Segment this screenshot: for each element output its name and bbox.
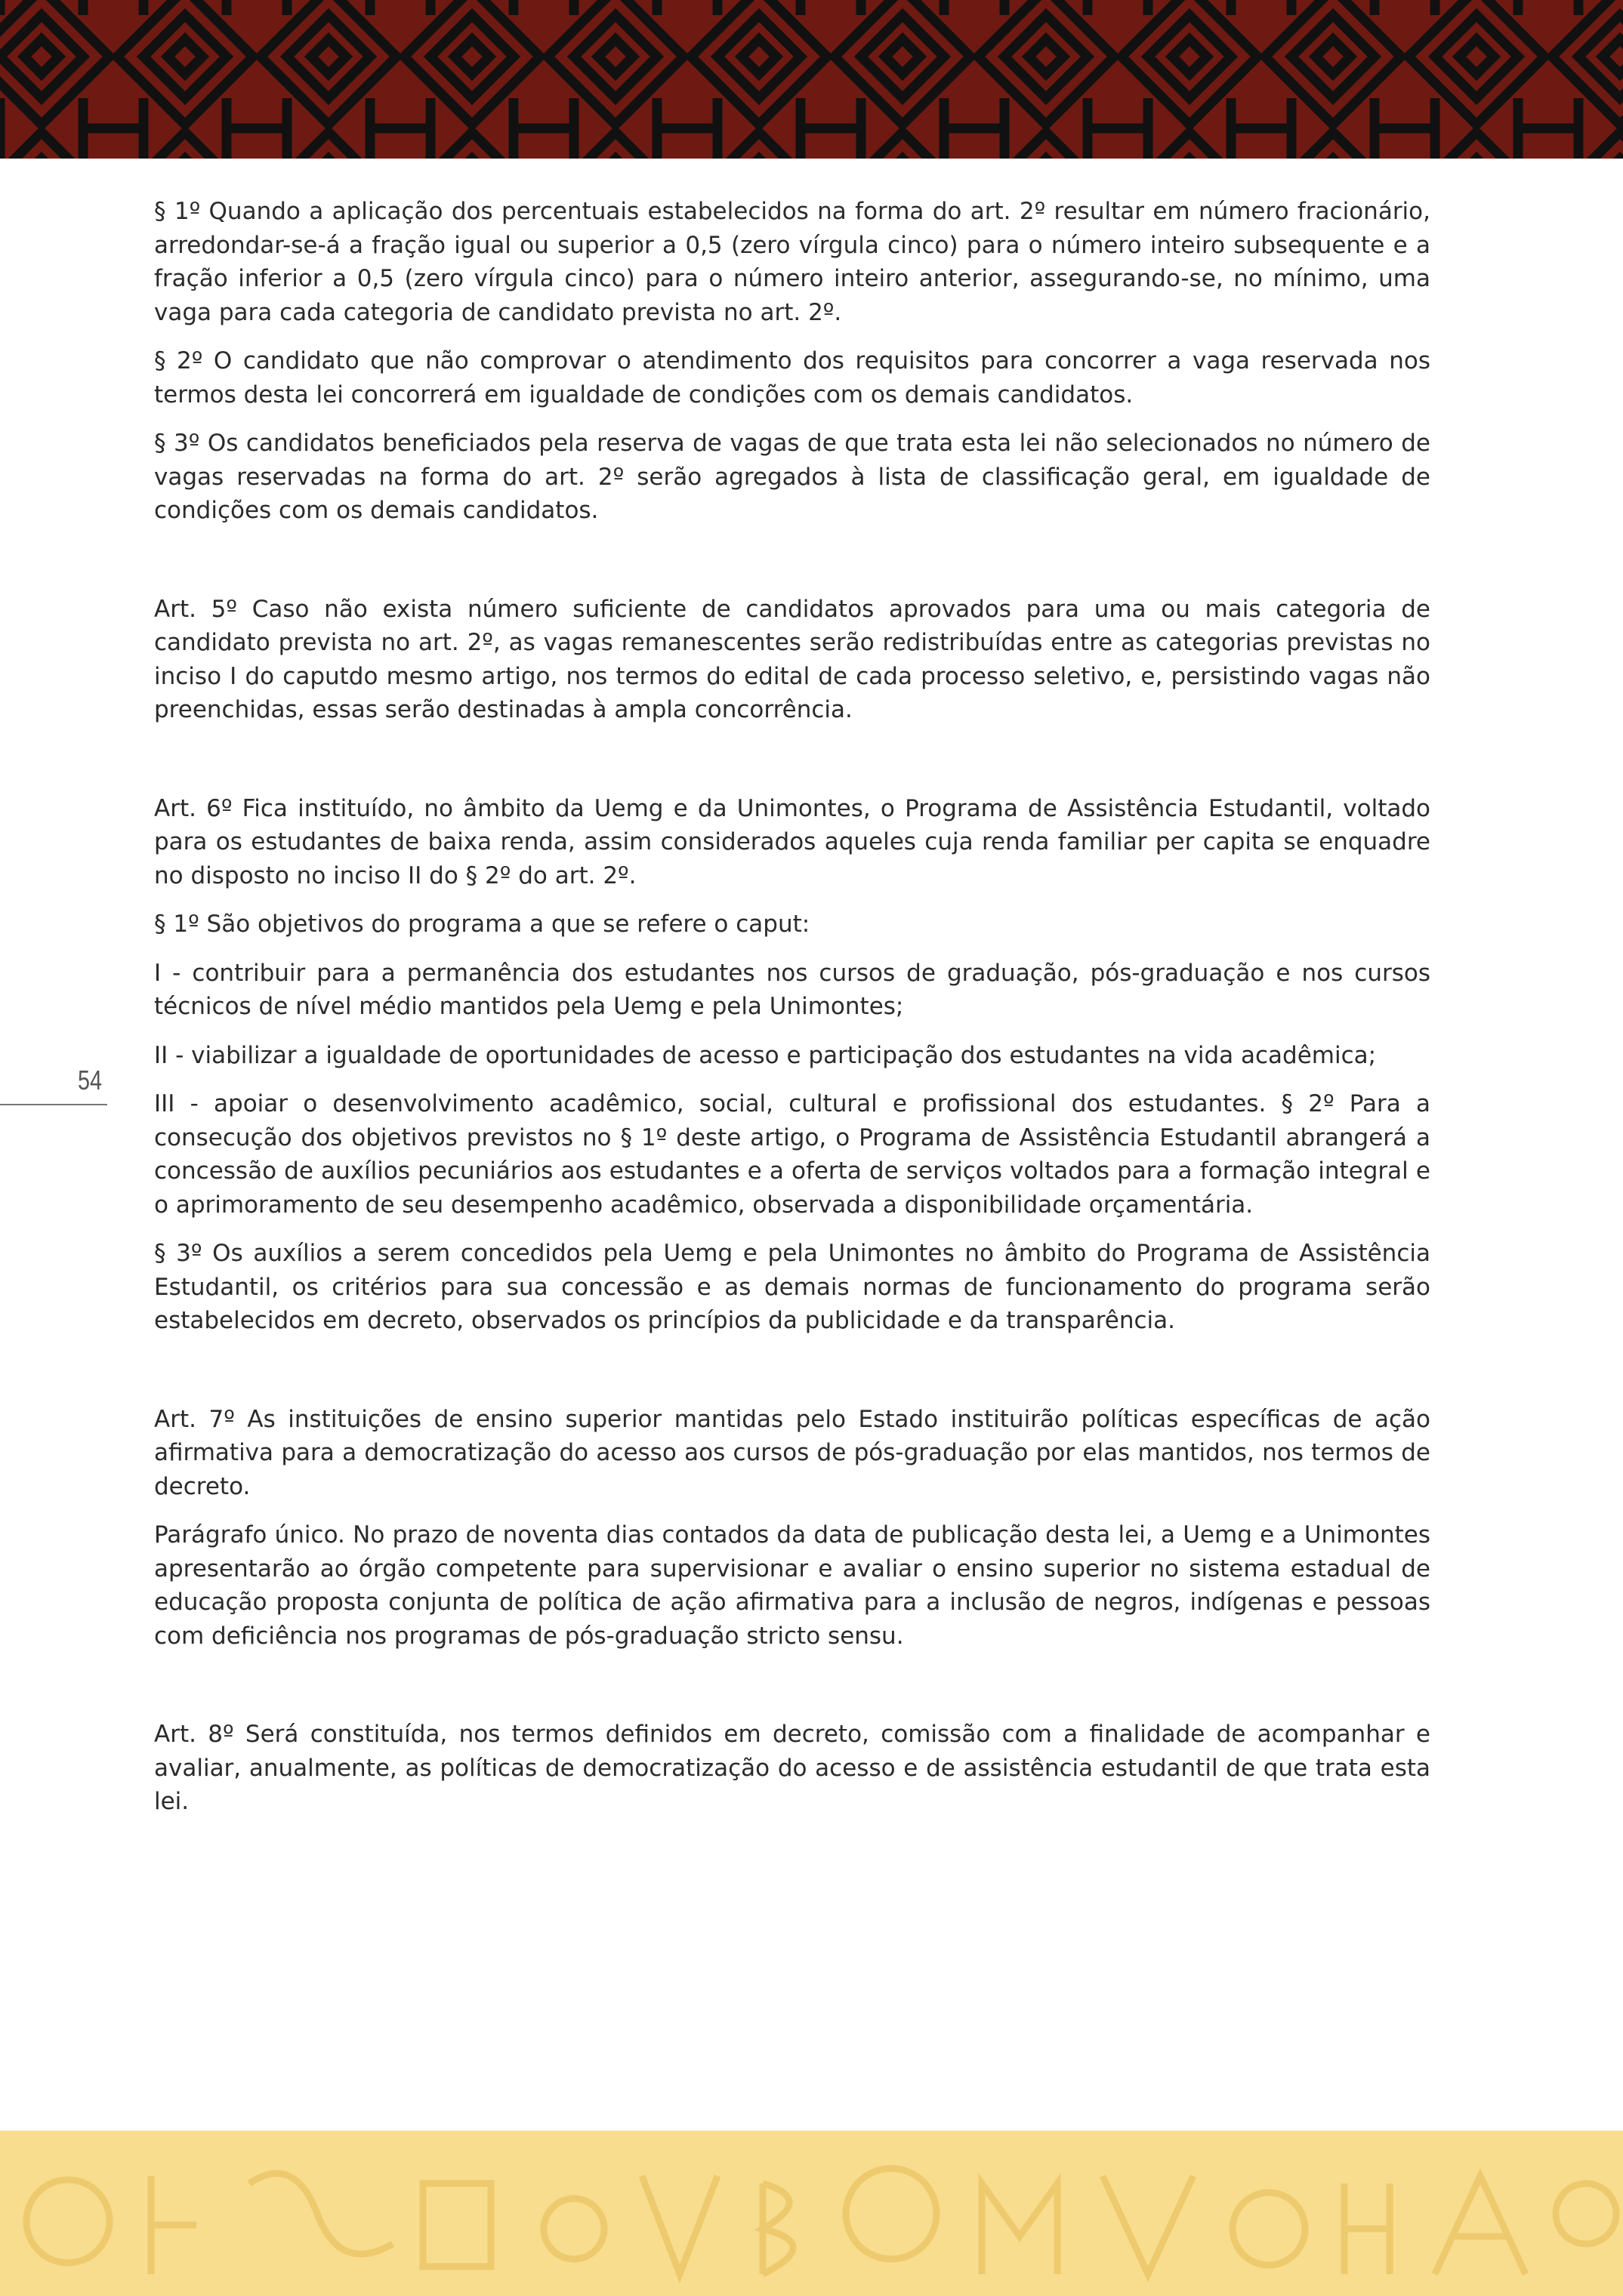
- paragraph: Parágrafo único. No prazo de noventa dias contados da data de publicação desta lei, a Uemg e a Unimontes apresentarão ao órgão competente para supervisionar e avaliar o ensino superior no sistema estadual de educação proposta conjunta de política de ação afirmativa para a inclusão de negros, indígenas e pessoas com deficiência nos programas de pós-graduação stricto sensu.: [154, 1521, 1430, 1650]
- paragraph: III - apoiar o desenvolvimento acadêmico, social, cultural e profissional dos estudantes. § 2º Para a consecução dos objetivos previstos no § 1º deste artigo, o Programa de Assistência Estudantil abrangerá a concessão de auxílios pecuniários aos estudantes e a oferta de serviços voltados para a formação integral e o aprimoramento de seu desempenho acadêmico, observada a disponibilidade orçamentária.: [154, 1090, 1430, 1219]
- page-number: 54: [77, 1065, 103, 1096]
- ethnic-pattern-graphic: [0, 0, 1623, 159]
- header-pattern-band: [0, 0, 1623, 159]
- article-8-paragraph: Art. 8º Será constituída, nos termos definidos em decreto, comissão com a finalidade de acompanhar e avaliar, anualmente, as políticas de democratização do acesso e de assistência estudantil de que trata esta lei.: [154, 1721, 1430, 1815]
- article-5-paragraph: Art. 5º Caso não exista número suficiente de candidatos aprovados para uma ou mais categoria de candidato prevista no art. 2º, as vagas remanescentes serão redistribuídas entre as categorias previstas no inciso I do caputdo mesmo artigo, nos termos do edital de cada processo seletivo, e, persistindo vagas não preenchidas, essas serão destinadas à ampla concorrência.: [154, 595, 1430, 723]
- article-7-paragraph: Art. 7º As instituições de ensino superior mantidas pelo Estado instituirão políticas específicas de ação afirmativa para a democratização do acesso aos cursos de pós-graduação por elas mantidos, nos termos de decreto.: [154, 1405, 1430, 1500]
- paragraph: I - contribuir para a permanência dos estudantes nos cursos de graduação, pós-graduação e nos cursos técnicos de nível médio mantidos pela Uemg e pela Unimontes;: [154, 959, 1430, 1020]
- document-body: [154, 195, 1430, 1834]
- article-6-paragraph: Art. 6º Fica instituído, no âmbito da Uemg e da Unimontes, o Programa de Assistência Estudantil, voltado para os estudantes de baixa renda, assim considerados aqueles cuja renda familiar per capita se enquadre no disposto no inciso II do § 2º do art. 2º.: [154, 794, 1430, 889]
- footer-glyph-pattern: [0, 2131, 1623, 2296]
- page-number-divider: [0, 1104, 107, 1105]
- paragraph: § 3º Os candidatos beneficiados pela reserva de vagas de que trata esta lei não selecionados no número de vagas reservadas na forma do art. 2º serão agregados à lista de classificação geral, em igualdade de condições com os demais candidatos.: [154, 430, 1430, 524]
- paragraph: § 2º O candidato que não comprovar o atendimento dos requisitos para concorrer a vaga reservada nos termos desta lei concorrerá em igualdade de condições com os demais candidatos.: [154, 347, 1430, 408]
- paragraph: § 3º Os auxílios a serem concedidos pela Uemg e pela Unimontes no âmbito do Programa de Assistência Estudantil, os critérios para sua concessão e as demais normas de funcionamento do programa serão estabelecidos em decreto, observados os princípios da publicidade e da transparência.: [154, 1240, 1430, 1334]
- footer-decorative-band: [0, 2131, 1623, 2296]
- paragraph: § 1º Quando a aplicação dos percentuais estabelecidos na forma do art. 2º resultar em número fracionário, arredondar-se-á a fração igual ou superior a 0,5 (zero vírgula cinco) para o número inteiro subsequente e a fração inferior a 0,5 (zero vírgula cinco) para o número inteiro anterior, assegurando-se, no mínimo, uma vaga para cada categoria de candidato prevista no art. 2º.: [154, 198, 1430, 326]
- paragraph: II - viabilizar a igualdade de oportunidades de acesso e participação dos estudantes na vida acadêmica;: [154, 1041, 1377, 1069]
- paragraph: § 1º São objetivos do programa a que se refere o caput:: [154, 911, 810, 938]
